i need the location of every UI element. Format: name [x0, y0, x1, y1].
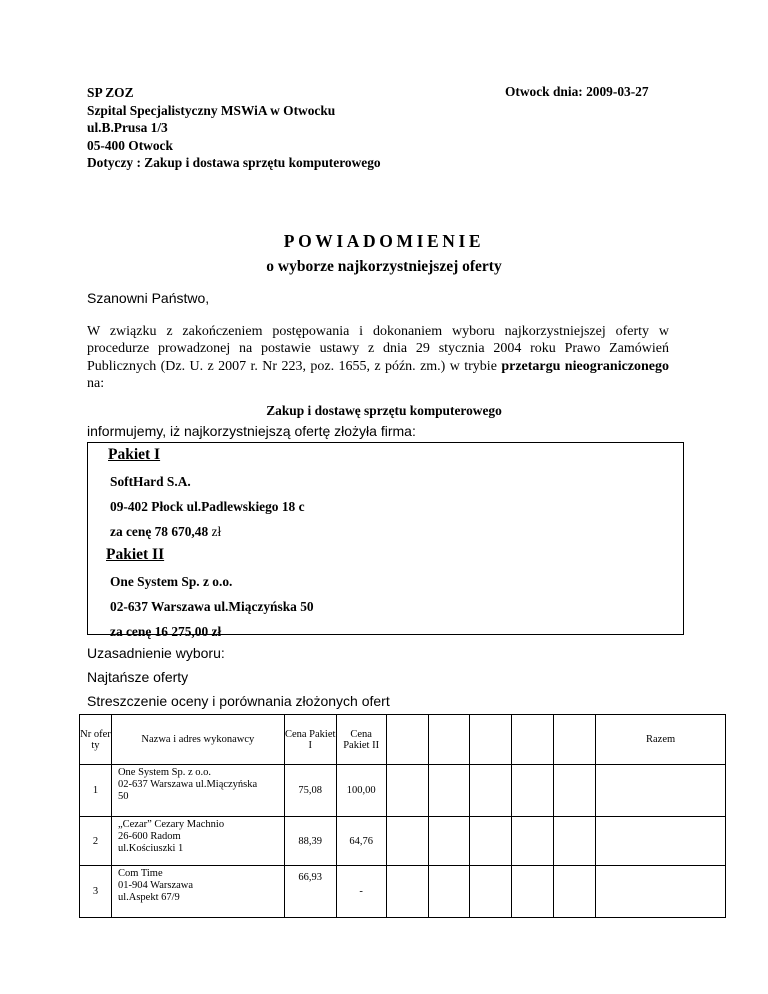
subject-heading: Zakup i dostawę sprzętu komputerowego — [266, 403, 502, 418]
row-nr: 2 — [80, 817, 112, 866]
header-empty — [470, 715, 512, 765]
row-contractor — [111, 817, 284, 866]
empty-cell — [428, 866, 470, 918]
row-contractor — [111, 866, 284, 918]
header-nr: Nr ofer ty — [80, 715, 112, 765]
contractor-line: One System Sp. z o.o. — [117, 767, 212, 778]
inform-line: informujemy, iż najkorzystniejszą ofertę złożyła firma: — [87, 423, 416, 439]
empty-cell — [554, 866, 596, 918]
row-price-2: - — [336, 866, 386, 918]
sender-address — [87, 84, 381, 172]
package-2-address: 02-637 Warszawa ul.Miączyńska 50 — [110, 599, 314, 614]
empty-cell — [596, 817, 726, 866]
empty-cell — [512, 866, 554, 918]
header-name: Nazwa i adres wykonawcy — [111, 715, 284, 765]
row-price-1: 66,93 — [284, 866, 336, 918]
package-1-title: Pakiet I — [108, 446, 161, 463]
header-empty — [386, 715, 428, 765]
row-contractor — [111, 765, 284, 817]
table-row — [80, 817, 726, 866]
empty-cell — [470, 817, 512, 866]
justification-value: Najtańsze oferty — [87, 669, 189, 685]
org-name: SP ZOZ — [87, 85, 134, 100]
package-2-price: za cenę 16 275,00 zł — [110, 624, 222, 639]
contractor-line: 02-637 Warszawa ul.Miączyńska — [117, 779, 258, 791]
empty-cell — [386, 765, 428, 817]
package-1-price: za cenę 78 670,48 — [110, 524, 209, 539]
header-empty — [512, 715, 554, 765]
greeting: Szanowni Państwo, — [87, 290, 210, 306]
header-cena-1: Cena Pakiet I — [284, 715, 336, 765]
empty-cell — [596, 765, 726, 817]
package-1-price-line — [110, 524, 221, 540]
package-1-address: 09-402 Płock ul.Padlewskiego 18 c — [110, 499, 305, 514]
empty-cell — [386, 866, 428, 918]
row-price-1: 75,08 — [284, 765, 336, 817]
empty-cell — [554, 765, 596, 817]
table-row — [80, 765, 726, 817]
header-empty — [428, 715, 470, 765]
justification-label: Uzasadnienie wyboru: — [87, 645, 225, 661]
empty-cell — [554, 817, 596, 866]
empty-cell — [512, 817, 554, 866]
header-cena-2: Cena Pakiet II — [336, 715, 386, 765]
document-date: Otwock dnia: 2009-03-27 — [505, 84, 649, 99]
empty-cell — [470, 866, 512, 918]
offers-table — [79, 714, 726, 918]
contractor-line: 01-904 Warszawa — [117, 880, 194, 892]
postal-city: 05-400 Otwock — [87, 137, 173, 153]
page-subtitle: o wyborze najkorzystniejszej oferty — [266, 258, 502, 275]
header-razem: Razem — [596, 715, 726, 765]
hospital-name: Szpital Specjalistyczny MSWiA w Otwocku — [87, 102, 336, 118]
contractor-line: 50 — [117, 791, 129, 803]
street: ul.B.Prusa 1/3 — [87, 120, 168, 136]
empty-cell — [428, 817, 470, 866]
package-2-company: One System Sp. z o.o. — [110, 574, 233, 589]
empty-cell — [386, 817, 428, 866]
page-title: POWIADOMIENIE — [283, 231, 485, 251]
package-2-title: Pakiet II — [106, 546, 165, 563]
empty-cell — [512, 765, 554, 817]
intro-text: W związku z zakończeniem postępowania i dokonaniem wyboru najkorzystniejszej oferty w procedurze prowadzonej na postawie ustawy z dnia 29 stycznia 2004 roku Prawo Zamówień Publicznych (Dz. U. z 2007 r. Nr 223, poz. 1655, z późn. zm.) w trybie — [87, 324, 669, 374]
intro-tail: na: — [87, 375, 105, 391]
row-nr: 1 — [80, 765, 112, 817]
header-empty — [554, 715, 596, 765]
table-row — [80, 866, 726, 918]
contractor-line: Com Time — [117, 868, 163, 879]
summary-label: Streszczenie oceny i porównania złożonych ofert — [87, 693, 390, 709]
package-1-company: SoftHard S.A. — [110, 474, 191, 489]
intro-paragraph — [87, 323, 669, 392]
contractor-line: 26-600 Radom — [117, 831, 181, 843]
row-nr: 3 — [80, 866, 112, 918]
package-1-currency: zł — [208, 524, 222, 539]
row-price-2: 64,76 — [336, 817, 386, 866]
row-price-1: 88,39 — [284, 817, 336, 866]
empty-cell — [470, 765, 512, 817]
table-header-row — [80, 715, 726, 765]
subject-line: Dotyczy : Zakup i dostawa sprzętu komputerowego — [87, 155, 381, 171]
contractor-line: ul.Aspekt 67/9 — [117, 892, 180, 904]
empty-cell — [428, 765, 470, 817]
row-price-2: 100,00 — [336, 765, 386, 817]
empty-cell — [596, 866, 726, 918]
contractor-line: ul.Kościuszki 1 — [117, 843, 184, 855]
contractor-line: „Cezar” Cezary Machnio — [117, 819, 225, 830]
procedure-type: przetargu nieograniczonego — [501, 358, 670, 374]
